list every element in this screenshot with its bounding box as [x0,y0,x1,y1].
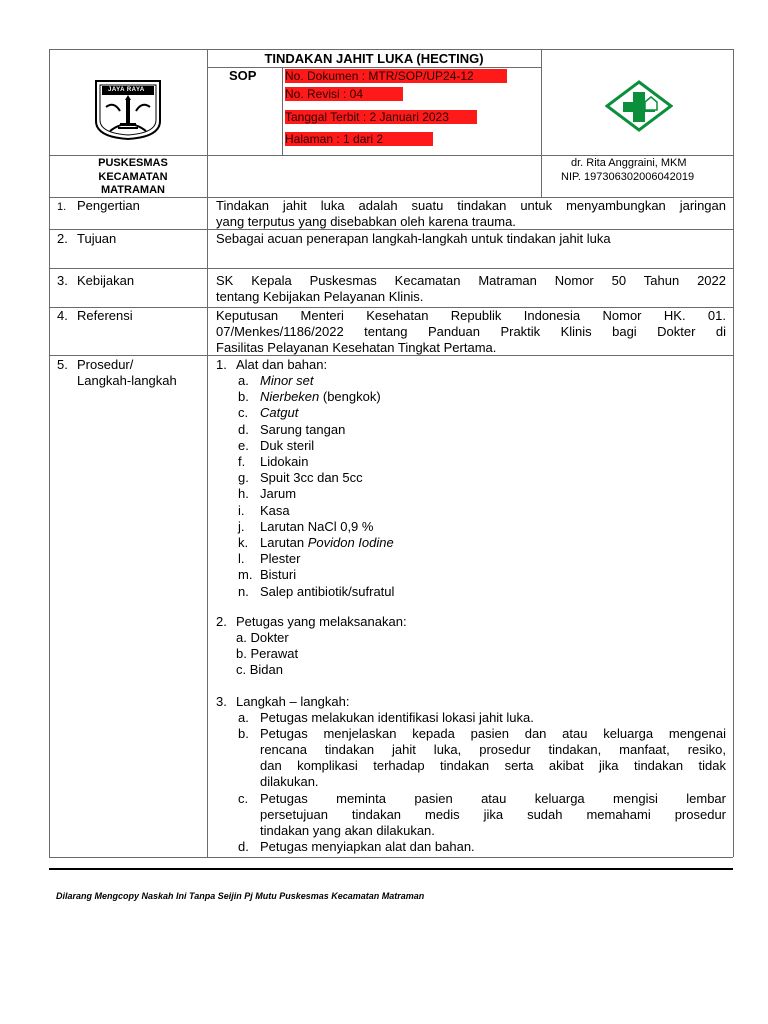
step-text: dan komplikasi terhadap tindakan serta akibat jika tindakan tidak [260,758,726,773]
revision-number: No. Revisi : 04 [285,87,403,101]
tool-marker: i. [238,502,245,518]
tool-marker: f. [238,454,246,469]
step-text: Petugas menjelaskan kepada pasien dan atau keluarga mengenai [260,726,726,741]
page-count: Halaman : 1 dari 2 [285,132,433,146]
referensi-text: 07/Menkes/1186/2022 tentang Panduan Praktik Klinis bagi Dokter di [216,324,726,339]
doc-number: No. Dokumen : MTR/SOP/UP24-12 [285,69,507,83]
step-title: Langkah – langkah: [236,694,350,709]
tool-name: Bisturi [260,567,297,583]
tool-marker: k. [238,535,249,550]
tool-item [260,535,394,551]
tool-name: Plester [260,551,301,567]
tool-item [260,422,345,438]
tool-name: Catgut [260,405,299,421]
org-line-3: MATRAMAN [101,184,165,196]
tool-marker: n. [238,583,249,599]
footer-notice: Dilarang Mengcopy Naskah Ini Tanpa Seijin Pj Mutu Puskesmas Kecamatan Matraman [56,891,425,901]
staff-item: b. Perawat [236,646,299,661]
tool-name: Larutan NaCl 0,9 % [260,518,374,534]
tool-name: Duk steril [260,437,315,453]
footer-rule [49,868,733,870]
tool-item [260,438,314,454]
tool-item [260,486,296,502]
tool-marker: b. [238,389,249,405]
staff-item: a. Dokter [236,630,289,645]
tool-name-italic: Povidon Iodine [307,535,394,550]
tool-marker: m. [238,567,253,583]
tool-marker: j. [238,518,245,534]
tool-note: (bengkok) [319,389,381,405]
tool-item [260,373,313,389]
step-text: rencana tindakan jahit luka, prosedur tindakan, manfaat, resiko, [260,742,726,757]
issue-date: Tanggal Terbit : 2 Januari 2023 [285,110,477,124]
step-text: dilakukan. [260,774,319,789]
tool-name: Sarung tangan [260,421,346,437]
step-number: 1. [216,357,227,372]
tool-name: Spuit 3cc dan 5cc [260,470,363,486]
puskesmas-logo [605,80,673,132]
step-marker: b. [238,726,249,741]
page-title: TINDAKAN JAHIT LUKA (HECTING) [264,51,484,66]
step-text: tindakan yang akan dilakukan. [260,823,435,838]
step-marker: c. [238,791,249,806]
row-number: 3. [57,273,68,288]
signer-name: dr. Rita Anggraini, MKM [571,157,687,169]
tool-marker: g. [238,470,249,486]
tool-item [260,405,298,421]
tool-name: Jarum [260,486,297,502]
logo-caption: JAYA RAYA [108,87,145,93]
row-label-prosedur: Prosedur/ [77,357,134,372]
row-label-pengertian: Pengertian [77,198,140,213]
tool-name: Kasa [260,502,290,518]
tool-item [260,551,300,567]
step-number: 3. [216,694,227,709]
tool-marker: l. [238,551,245,567]
tool-marker: e. [238,437,249,453]
tool-name: Lidokain [260,454,309,469]
kebijakan-text: SK Kepala Puskesmas Kecamatan Matraman Nomor 50 Tahun 2022 [216,273,726,288]
step-text: Petugas melakukan identifikasi lokasi jahit luka. [260,710,534,725]
pengertian-text: yang terputus yang disebabkan oleh karena trauma. [216,214,516,229]
step-title: Petugas yang melaksanakan: [236,614,407,629]
sop-label: SOP [229,68,257,83]
step-title: Alat dan bahan: [236,357,328,372]
tool-marker: d. [238,421,249,437]
tool-item [260,567,296,583]
referensi-text: Keputusan Menteri Kesehatan Republik Indonesia Nomor HK. 01. [216,308,726,323]
tool-item [260,454,308,470]
org-line-2: KECAMATAN [98,171,168,183]
tujuan-text: Sebagai acuan penerapan langkah-langkah untuk tindakan jahit luka [216,231,611,246]
tool-name: Minor set [260,373,314,388]
row-label-prosedur: Langkah-langkah [77,373,177,388]
row-number: 4. [57,308,68,323]
step-marker: a. [238,710,249,725]
tool-item [260,584,394,600]
tool-name: Larutan [260,535,308,550]
row-number: 5. [57,357,68,372]
tool-item [260,519,373,535]
tool-item [260,389,381,405]
signer-nip: NIP. 197306302006042019 [561,171,695,183]
pengertian-text: Tindakan jahit luka adalah suatu tindakan untuk menyambungkan jaringan [216,198,726,213]
org-line-1: PUSKESMAS [98,157,168,169]
row-label-referensi: Referensi [77,308,133,323]
row-number: 1. [57,201,67,213]
tool-marker: a. [238,373,249,388]
step-number: 2. [216,614,227,629]
jaya-raya-logo [92,77,164,141]
step-text: Petugas menyiapkan alat dan bahan. [260,839,475,854]
staff-item: c. Bidan [236,662,283,677]
tool-marker: c. [238,405,249,421]
tool-item [260,503,290,519]
tool-name: Nierbeken [260,389,320,405]
tool-marker: h. [238,486,249,502]
row-label-kebijakan: Kebijakan [77,273,135,288]
row-number: 2. [57,231,68,246]
row-label-tujuan: Tujuan [77,231,117,246]
step-marker: d. [238,839,249,854]
tool-name: Salep antibiotik/sufratul [260,583,395,599]
referensi-text: Fasilitas Pelayanan Kesehatan Tingkat Pertama. [216,340,497,355]
tool-item [260,470,363,486]
step-text: Petugas meminta pasien atau keluarga mengisi lembar [260,791,726,806]
step-text: persetujuan tindakan medis jika sudah memahami prosedur [260,807,726,822]
kebijakan-text: tentang Kebijakan Pelayanan Klinis. [216,289,424,304]
